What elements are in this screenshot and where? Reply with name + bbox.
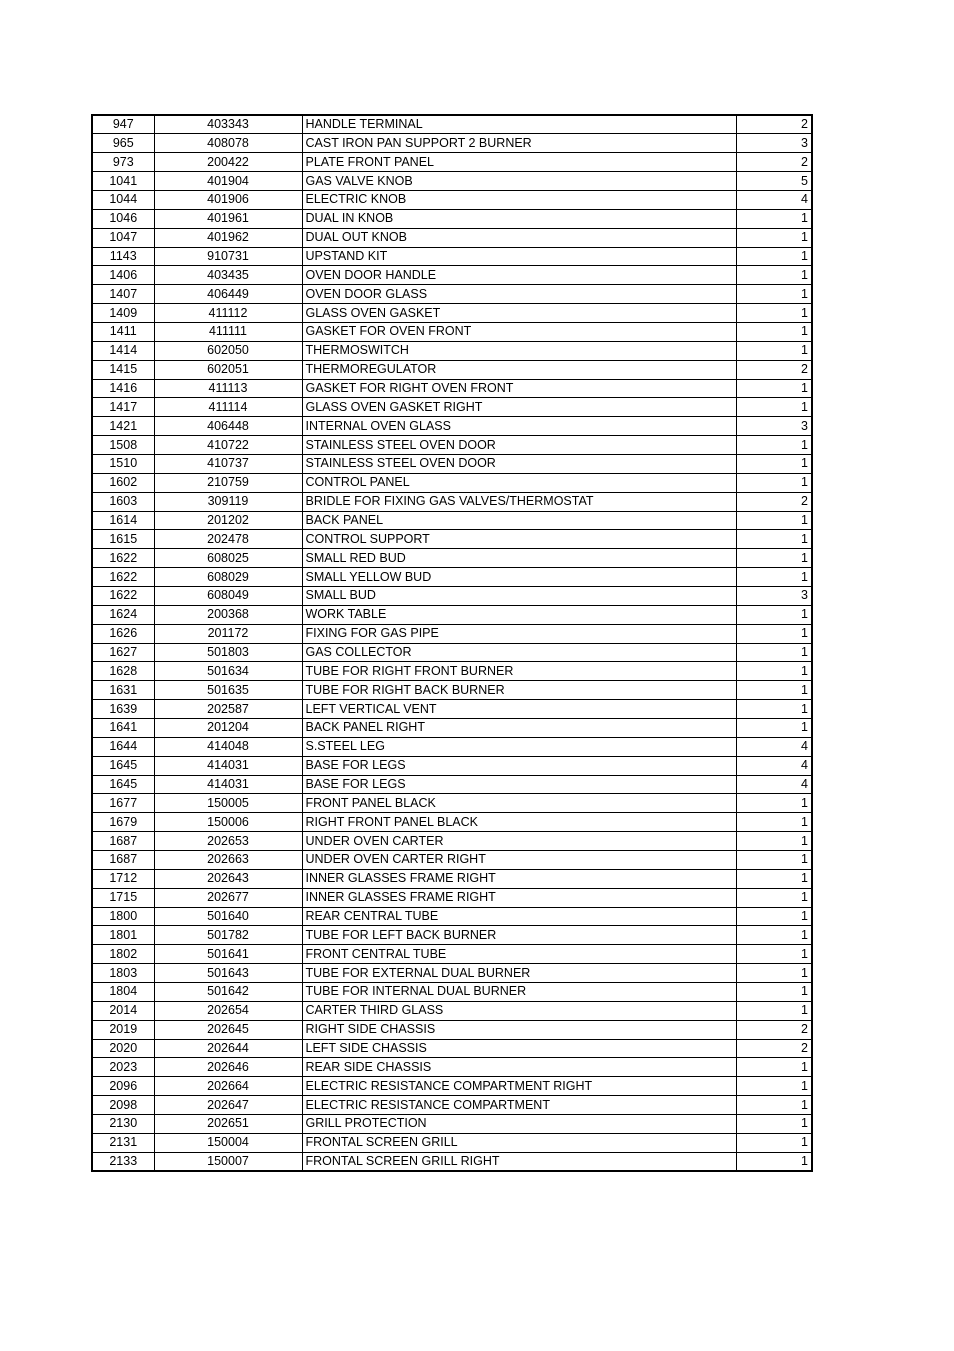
part-description-cell: RIGHT SIDE CHASSIS	[302, 1020, 736, 1039]
item-number-cell: 1803	[92, 964, 154, 983]
part-description-cell: THERMOREGULATOR	[302, 360, 736, 379]
table-row	[92, 568, 812, 587]
item-number-cell: 2014	[92, 1001, 154, 1020]
table-row	[92, 813, 812, 832]
table-row	[92, 1152, 812, 1171]
part-code-cell: 408078	[154, 134, 302, 153]
table-row	[92, 624, 812, 643]
quantity-cell: 1	[736, 398, 812, 417]
quantity-cell: 1	[736, 454, 812, 473]
part-code-cell: 411113	[154, 379, 302, 398]
table-row	[92, 360, 812, 379]
part-description-cell: FIXING FOR GAS PIPE	[302, 624, 736, 643]
part-description-cell: INNER GLASSES FRAME RIGHT	[302, 888, 736, 907]
part-description-cell: TUBE FOR RIGHT FRONT BURNER	[302, 662, 736, 681]
quantity-cell: 1	[736, 1152, 812, 1171]
part-description-cell: BRIDLE FOR FIXING GAS VALVES/THERMOSTAT	[302, 492, 736, 511]
part-description-cell: SMALL RED BUD	[302, 549, 736, 568]
table-row	[92, 737, 812, 756]
quantity-cell: 1	[736, 813, 812, 832]
table-row	[92, 888, 812, 907]
part-code-cell: 150007	[154, 1152, 302, 1171]
item-number-cell: 1687	[92, 832, 154, 851]
quantity-cell: 1	[736, 1077, 812, 1096]
quantity-cell: 1	[736, 869, 812, 888]
item-number-cell: 1715	[92, 888, 154, 907]
part-description-cell: INNER GLASSES FRAME RIGHT	[302, 869, 736, 888]
item-number-cell: 1624	[92, 605, 154, 624]
part-code-cell: 202643	[154, 869, 302, 888]
quantity-cell: 1	[736, 605, 812, 624]
table-row	[92, 1115, 812, 1134]
item-number-cell: 1603	[92, 492, 154, 511]
item-number-cell: 1047	[92, 228, 154, 247]
part-description-cell: REAR SIDE CHASSIS	[302, 1058, 736, 1077]
quantity-cell: 1	[736, 794, 812, 813]
part-code-cell: 406448	[154, 417, 302, 436]
table-row	[92, 549, 812, 568]
part-description-cell: FRONTAL SCREEN GRILL RIGHT	[302, 1152, 736, 1171]
part-code-cell: 410737	[154, 454, 302, 473]
item-number-cell: 1801	[92, 926, 154, 945]
part-description-cell: ELECTRIC RESISTANCE COMPARTMENT	[302, 1096, 736, 1115]
part-code-cell: 202651	[154, 1115, 302, 1134]
part-description-cell: HANDLE TERMINAL	[302, 115, 736, 134]
part-code-cell: 401906	[154, 190, 302, 209]
quantity-cell: 1	[736, 379, 812, 398]
quantity-cell: 2	[736, 1020, 812, 1039]
item-number-cell: 2096	[92, 1077, 154, 1096]
table-row	[92, 511, 812, 530]
quantity-cell: 1	[736, 304, 812, 323]
part-description-cell: BACK PANEL RIGHT	[302, 719, 736, 738]
table-row	[92, 907, 812, 926]
table-row	[92, 436, 812, 455]
part-description-cell: STAINLESS STEEL OVEN DOOR	[302, 436, 736, 455]
part-description-cell: ELECTRIC RESISTANCE COMPARTMENT RIGHT	[302, 1077, 736, 1096]
quantity-cell: 1	[736, 624, 812, 643]
part-description-cell: GRILL PROTECTION	[302, 1115, 736, 1134]
part-description-cell: CONTROL SUPPORT	[302, 530, 736, 549]
part-code-cell: 411111	[154, 322, 302, 341]
quantity-cell: 1	[736, 209, 812, 228]
item-number-cell: 1800	[92, 907, 154, 926]
item-number-cell: 1143	[92, 247, 154, 266]
part-description-cell: PLATE FRONT PANEL	[302, 153, 736, 172]
part-code-cell: 608049	[154, 586, 302, 605]
part-description-cell: GAS VALVE KNOB	[302, 172, 736, 191]
quantity-cell: 1	[736, 1058, 812, 1077]
part-code-cell: 411114	[154, 398, 302, 417]
item-number-cell: 1641	[92, 719, 154, 738]
part-description-cell: STAINLESS STEEL OVEN DOOR	[302, 454, 736, 473]
quantity-cell: 1	[736, 285, 812, 304]
item-number-cell: 2098	[92, 1096, 154, 1115]
quantity-cell: 1	[736, 266, 812, 285]
part-code-cell: 200422	[154, 153, 302, 172]
table-row	[92, 247, 812, 266]
quantity-cell: 1	[736, 643, 812, 662]
table-row	[92, 379, 812, 398]
table-row	[92, 228, 812, 247]
quantity-cell: 1	[736, 549, 812, 568]
part-description-cell: GLASS OVEN GASKET RIGHT	[302, 398, 736, 417]
table-row	[92, 605, 812, 624]
part-description-cell: CARTER THIRD GLASS	[302, 1001, 736, 1020]
item-number-cell: 1644	[92, 737, 154, 756]
part-description-cell: OVEN DOOR HANDLE	[302, 266, 736, 285]
quantity-cell: 1	[736, 247, 812, 266]
part-description-cell: TUBE FOR EXTERNAL DUAL BURNER	[302, 964, 736, 983]
table-row	[92, 417, 812, 436]
part-description-cell: UPSTAND KIT	[302, 247, 736, 266]
table-row	[92, 322, 812, 341]
part-description-cell: WORK TABLE	[302, 605, 736, 624]
quantity-cell: 1	[736, 511, 812, 530]
item-number-cell: 1411	[92, 322, 154, 341]
part-code-cell: 501634	[154, 662, 302, 681]
part-code-cell: 608029	[154, 568, 302, 587]
part-description-cell: GLASS OVEN GASKET	[302, 304, 736, 323]
quantity-cell: 3	[736, 586, 812, 605]
part-code-cell: 201204	[154, 719, 302, 738]
item-number-cell: 1622	[92, 568, 154, 587]
table-row	[92, 209, 812, 228]
part-code-cell: 202587	[154, 700, 302, 719]
item-number-cell: 1414	[92, 341, 154, 360]
part-code-cell: 406449	[154, 285, 302, 304]
part-description-cell: DUAL IN KNOB	[302, 209, 736, 228]
table-row	[92, 134, 812, 153]
quantity-cell: 1	[736, 945, 812, 964]
item-number-cell: 1645	[92, 775, 154, 794]
part-description-cell: TUBE FOR RIGHT BACK BURNER	[302, 681, 736, 700]
part-code-cell: 602050	[154, 341, 302, 360]
part-description-cell: BASE FOR LEGS	[302, 756, 736, 775]
quantity-cell: 1	[736, 964, 812, 983]
table-row	[92, 115, 812, 134]
item-number-cell: 947	[92, 115, 154, 134]
table-row	[92, 473, 812, 492]
quantity-cell: 2	[736, 115, 812, 134]
part-code-cell: 202653	[154, 832, 302, 851]
table-row	[92, 1096, 812, 1115]
item-number-cell: 1639	[92, 700, 154, 719]
table-row	[92, 153, 812, 172]
item-number-cell: 1416	[92, 379, 154, 398]
part-description-cell: DUAL OUT KNOB	[302, 228, 736, 247]
table-row	[92, 1039, 812, 1058]
table-row	[92, 681, 812, 700]
part-description-cell: ELECTRIC KNOB	[302, 190, 736, 209]
quantity-cell: 4	[736, 190, 812, 209]
item-number-cell: 1626	[92, 624, 154, 643]
quantity-cell: 1	[736, 926, 812, 945]
quantity-cell: 3	[736, 417, 812, 436]
quantity-cell: 1	[736, 907, 812, 926]
item-number-cell: 1804	[92, 983, 154, 1002]
part-code-cell: 202654	[154, 1001, 302, 1020]
part-code-cell: 202478	[154, 530, 302, 549]
item-number-cell: 1046	[92, 209, 154, 228]
part-description-cell: FRONT PANEL BLACK	[302, 794, 736, 813]
quantity-cell: 1	[736, 832, 812, 851]
table-row	[92, 983, 812, 1002]
item-number-cell: 2023	[92, 1058, 154, 1077]
part-description-cell: GASKET FOR OVEN FRONT	[302, 322, 736, 341]
quantity-cell: 4	[736, 756, 812, 775]
part-code-cell: 200368	[154, 605, 302, 624]
item-number-cell: 1415	[92, 360, 154, 379]
part-code-cell: 910731	[154, 247, 302, 266]
parts-table-body	[92, 115, 812, 1171]
part-code-cell: 401904	[154, 172, 302, 191]
part-code-cell: 202644	[154, 1039, 302, 1058]
quantity-cell: 1	[736, 473, 812, 492]
quantity-cell: 1	[736, 851, 812, 870]
quantity-cell: 2	[736, 153, 812, 172]
item-number-cell: 1628	[92, 662, 154, 681]
part-description-cell: SMALL BUD	[302, 586, 736, 605]
part-code-cell: 414031	[154, 775, 302, 794]
table-row	[92, 492, 812, 511]
quantity-cell: 1	[736, 888, 812, 907]
table-row	[92, 794, 812, 813]
parts-table	[91, 114, 813, 1172]
item-number-cell: 1645	[92, 756, 154, 775]
table-row	[92, 1077, 812, 1096]
table-row	[92, 756, 812, 775]
part-description-cell: TUBE FOR INTERNAL DUAL BURNER	[302, 983, 736, 1002]
part-code-cell: 309119	[154, 492, 302, 511]
item-number-cell: 1417	[92, 398, 154, 417]
quantity-cell: 1	[736, 681, 812, 700]
item-number-cell: 1677	[92, 794, 154, 813]
item-number-cell: 1406	[92, 266, 154, 285]
quantity-cell: 1	[736, 1115, 812, 1134]
part-code-cell: 403435	[154, 266, 302, 285]
item-number-cell: 2020	[92, 1039, 154, 1058]
table-row	[92, 851, 812, 870]
part-code-cell: 202647	[154, 1096, 302, 1115]
table-row	[92, 1001, 812, 1020]
part-code-cell: 403343	[154, 115, 302, 134]
quantity-cell: 1	[736, 228, 812, 247]
part-code-cell: 411112	[154, 304, 302, 323]
item-number-cell: 1508	[92, 436, 154, 455]
table-row	[92, 586, 812, 605]
item-number-cell: 1802	[92, 945, 154, 964]
part-code-cell: 602051	[154, 360, 302, 379]
quantity-cell: 2	[736, 1039, 812, 1058]
quantity-cell: 1	[736, 322, 812, 341]
item-number-cell: 965	[92, 134, 154, 153]
table-row	[92, 832, 812, 851]
item-number-cell: 973	[92, 153, 154, 172]
item-number-cell: 2130	[92, 1115, 154, 1134]
quantity-cell: 1	[736, 983, 812, 1002]
item-number-cell: 1631	[92, 681, 154, 700]
table-row	[92, 190, 812, 209]
part-description-cell: UNDER OVEN CARTER	[302, 832, 736, 851]
quantity-cell: 1	[736, 662, 812, 681]
quantity-cell: 4	[736, 775, 812, 794]
part-code-cell: 202677	[154, 888, 302, 907]
part-description-cell: RIGHT FRONT PANEL BLACK	[302, 813, 736, 832]
table-row	[92, 662, 812, 681]
part-code-cell: 202645	[154, 1020, 302, 1039]
item-number-cell: 1627	[92, 643, 154, 662]
quantity-cell: 1	[736, 341, 812, 360]
part-code-cell: 501641	[154, 945, 302, 964]
part-code-cell: 201202	[154, 511, 302, 530]
quantity-cell: 1	[736, 530, 812, 549]
part-description-cell: SMALL YELLOW BUD	[302, 568, 736, 587]
quantity-cell: 1	[736, 1096, 812, 1115]
quantity-cell: 1	[736, 1001, 812, 1020]
item-number-cell: 1679	[92, 813, 154, 832]
part-code-cell: 410722	[154, 436, 302, 455]
quantity-cell: 5	[736, 172, 812, 191]
table-row	[92, 945, 812, 964]
part-code-cell: 501640	[154, 907, 302, 926]
table-row	[92, 869, 812, 888]
table-row	[92, 304, 812, 323]
part-description-cell: S.STEEL LEG	[302, 737, 736, 756]
item-number-cell: 1622	[92, 586, 154, 605]
part-description-cell: CAST IRON PAN SUPPORT 2 BURNER	[302, 134, 736, 153]
item-number-cell: 1041	[92, 172, 154, 191]
part-description-cell: GASKET FOR RIGHT OVEN FRONT	[302, 379, 736, 398]
part-code-cell: 202664	[154, 1077, 302, 1096]
item-number-cell: 2131	[92, 1133, 154, 1152]
item-number-cell: 1615	[92, 530, 154, 549]
part-code-cell: 414048	[154, 737, 302, 756]
table-row	[92, 775, 812, 794]
part-description-cell: THERMOSWITCH	[302, 341, 736, 360]
part-code-cell: 608025	[154, 549, 302, 568]
part-code-cell: 501643	[154, 964, 302, 983]
part-description-cell: LEFT VERTICAL VENT	[302, 700, 736, 719]
item-number-cell: 1602	[92, 473, 154, 492]
part-description-cell: UNDER OVEN CARTER RIGHT	[302, 851, 736, 870]
part-description-cell: TUBE FOR LEFT BACK BURNER	[302, 926, 736, 945]
table-row	[92, 926, 812, 945]
table-row	[92, 964, 812, 983]
part-description-cell: OVEN DOOR GLASS	[302, 285, 736, 304]
item-number-cell: 1622	[92, 549, 154, 568]
table-row	[92, 1020, 812, 1039]
item-number-cell: 1614	[92, 511, 154, 530]
quantity-cell: 4	[736, 737, 812, 756]
part-description-cell: LEFT SIDE CHASSIS	[302, 1039, 736, 1058]
quantity-cell: 1	[736, 719, 812, 738]
part-description-cell: BASE FOR LEGS	[302, 775, 736, 794]
part-code-cell: 414031	[154, 756, 302, 775]
table-row	[92, 398, 812, 417]
item-number-cell: 1044	[92, 190, 154, 209]
part-code-cell: 501642	[154, 983, 302, 1002]
part-description-cell: REAR CENTRAL TUBE	[302, 907, 736, 926]
quantity-cell: 1	[736, 568, 812, 587]
table-row	[92, 341, 812, 360]
part-code-cell: 501635	[154, 681, 302, 700]
part-code-cell: 401962	[154, 228, 302, 247]
part-description-cell: INTERNAL OVEN GLASS	[302, 417, 736, 436]
quantity-cell: 2	[736, 492, 812, 511]
table-row	[92, 719, 812, 738]
part-description-cell: CONTROL PANEL	[302, 473, 736, 492]
part-description-cell: FRONT CENTRAL TUBE	[302, 945, 736, 964]
item-number-cell: 2133	[92, 1152, 154, 1171]
quantity-cell: 3	[736, 134, 812, 153]
part-code-cell: 150006	[154, 813, 302, 832]
item-number-cell: 1407	[92, 285, 154, 304]
table-row	[92, 530, 812, 549]
part-description-cell: FRONTAL SCREEN GRILL	[302, 1133, 736, 1152]
part-code-cell: 202663	[154, 851, 302, 870]
part-code-cell: 401961	[154, 209, 302, 228]
table-row	[92, 454, 812, 473]
table-row	[92, 700, 812, 719]
part-code-cell: 150005	[154, 794, 302, 813]
quantity-cell: 1	[736, 436, 812, 455]
part-description-cell: BACK PANEL	[302, 511, 736, 530]
table-row	[92, 172, 812, 191]
part-code-cell: 201172	[154, 624, 302, 643]
part-code-cell: 210759	[154, 473, 302, 492]
item-number-cell: 2019	[92, 1020, 154, 1039]
item-number-cell: 1687	[92, 851, 154, 870]
part-code-cell: 501803	[154, 643, 302, 662]
table-row	[92, 266, 812, 285]
item-number-cell: 1510	[92, 454, 154, 473]
quantity-cell: 1	[736, 700, 812, 719]
table-row	[92, 643, 812, 662]
table-row	[92, 285, 812, 304]
table-row	[92, 1058, 812, 1077]
item-number-cell: 1409	[92, 304, 154, 323]
part-code-cell: 501782	[154, 926, 302, 945]
table-row	[92, 1133, 812, 1152]
item-number-cell: 1712	[92, 869, 154, 888]
part-description-cell: GAS COLLECTOR	[302, 643, 736, 662]
quantity-cell: 1	[736, 1133, 812, 1152]
part-code-cell: 202646	[154, 1058, 302, 1077]
item-number-cell: 1421	[92, 417, 154, 436]
part-code-cell: 150004	[154, 1133, 302, 1152]
quantity-cell: 2	[736, 360, 812, 379]
